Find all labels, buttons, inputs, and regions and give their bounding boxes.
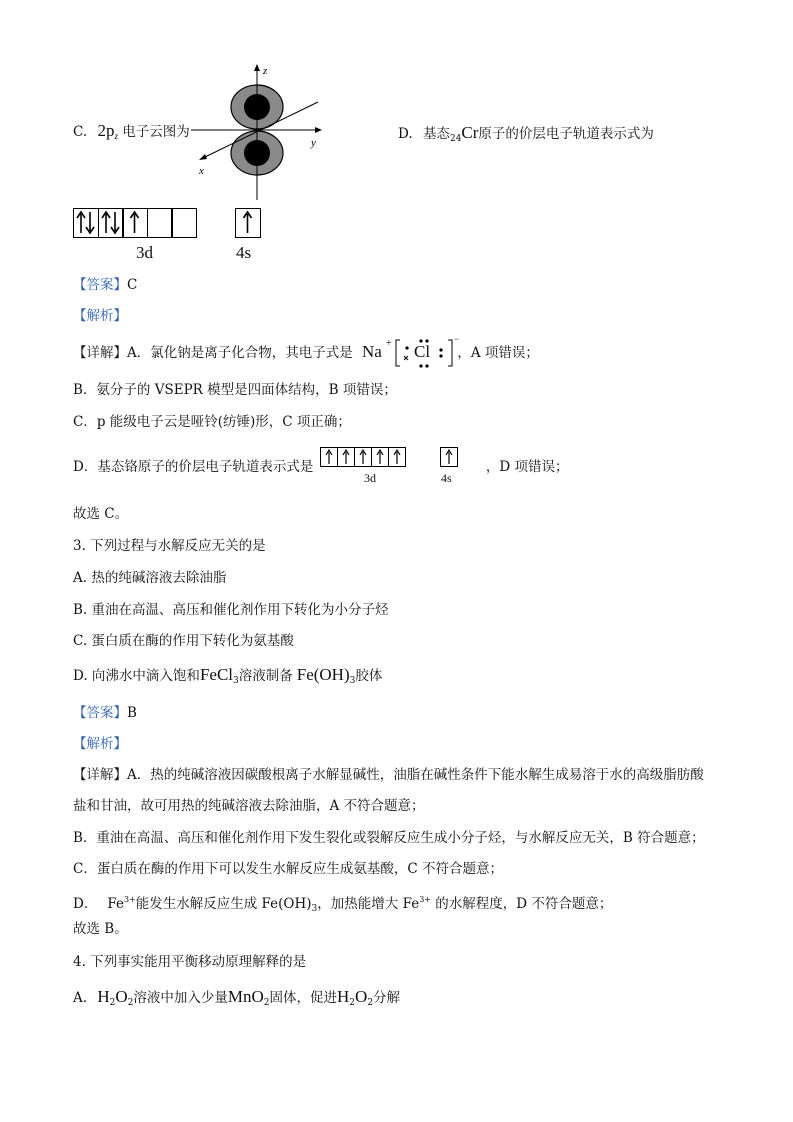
small-orbital-box <box>337 447 355 467</box>
q3-detail-b: B．重油在高温、高压和催化剂作用下发生裂化或裂解反应生成小分子烃，与水解反应无关，B 符合题意； <box>73 830 705 846</box>
y-axis-label: y <box>311 137 316 149</box>
q2-detail-d: D．基态铬原子的价层电子轨道表示式是 ，D 项错误； <box>73 459 569 475</box>
orbital-3d-boxes <box>73 208 197 238</box>
option-c-line: C. $2p_z$ 电子云图为 <box>73 121 190 141</box>
orbital-box <box>171 208 197 238</box>
q3-detail-a1: 【详解】A．热的纯碱溶液因碳酸根离子水解显碱性，油脂在碱性条件下能水解生成易溶于水的高级脂肪酸 <box>73 767 704 783</box>
q2-analysis-tag: 【解析】 <box>73 308 127 324</box>
q2-conclusion: 故选 C。 <box>73 506 129 522</box>
q3-answer: 【答案】B <box>73 705 137 721</box>
orbital-box <box>235 208 261 238</box>
orbital-box <box>73 208 99 238</box>
small-label-4s: 4s <box>441 471 452 485</box>
q3-option-a: A. 热的纯碱溶液去除油脂 <box>73 570 227 586</box>
orbital-box <box>98 208 124 238</box>
q4-title: 4. 下列事实能用平衡移动原理解释的是 <box>73 954 307 970</box>
small-orbital-3d-boxes <box>320 447 406 467</box>
small-orbital-box <box>440 447 458 467</box>
q2-detail-b: B．氨分子的 VSEPR 模型是四面体结构，B 项错误； <box>73 382 397 398</box>
small-orbital-box <box>388 447 406 467</box>
label-3d: 3d <box>136 243 153 262</box>
small-orbital-box <box>354 447 372 467</box>
orbital-box <box>147 208 173 238</box>
small-label-3d: 3d <box>364 471 376 485</box>
q3-detail-a2: 盐和甘油，故可用热的纯碱溶液去除油脂，A 不符合题意； <box>73 798 425 814</box>
small-orbital-box <box>320 447 338 467</box>
orbital-box <box>122 208 148 238</box>
q3-option-b: B. 重油在高温、高压和催化剂作用下转化为小分子烃 <box>73 602 389 618</box>
small-orbital-box <box>371 447 389 467</box>
2pz-electron-cloud-diagram <box>185 62 335 202</box>
q3-analysis-tag: 【解析】 <box>73 736 127 752</box>
q2-answer: 【答案】C <box>73 277 138 293</box>
label-4s: 4s <box>236 243 252 262</box>
z-axis-label: z <box>263 65 268 77</box>
orbital-4s-box <box>235 208 261 238</box>
q3-title: 3. 下列过程与水解反应无关的是 <box>73 538 266 554</box>
q3-detail-c: C．蛋白质在酶的作用下可以发生水解反应生成氨基酸，C 不符合题意； <box>73 861 503 877</box>
q3-conclusion: 故选 B。 <box>73 921 128 937</box>
q3-option-d: D. 向沸水中滴入饱和FeCl$_3$溶液制备 $Fe(OH)_3$胶体 <box>73 665 383 686</box>
nacl-electron-formula: Na + Cl − <box>362 334 462 370</box>
option-d-line: D. 基态$_{24}$Cr原子的价层电子轨道表示式为 <box>398 123 654 144</box>
2pz-term: $2p_z$ <box>97 121 118 141</box>
x-axis-label: x <box>199 165 204 177</box>
q2-detail-a: 【详解】A．氯化钠是离子化合物，其电子式是 ，A 项错误； <box>73 345 539 361</box>
small-orbital-4s-box <box>440 447 458 467</box>
q2-detail-c: C．p 能级电子云是哑铃(纺锤)形，C 项正确； <box>73 414 351 430</box>
q3-detail-d: D． $Fe^{3+}$能发生水解反应生成 $Fe(OH)_3$，加热能增大 $Fe^{3+}$ 的水解程度，D 不符合题意； <box>73 895 613 914</box>
q3-option-c: C. 蛋白质在酶的作用下转化为氨基酸 <box>73 633 294 649</box>
q4-option-a: A. $H_2O_2$溶液中加入少量MnO$_2$固体，促进$H_2O_2$分解 <box>73 987 401 1008</box>
